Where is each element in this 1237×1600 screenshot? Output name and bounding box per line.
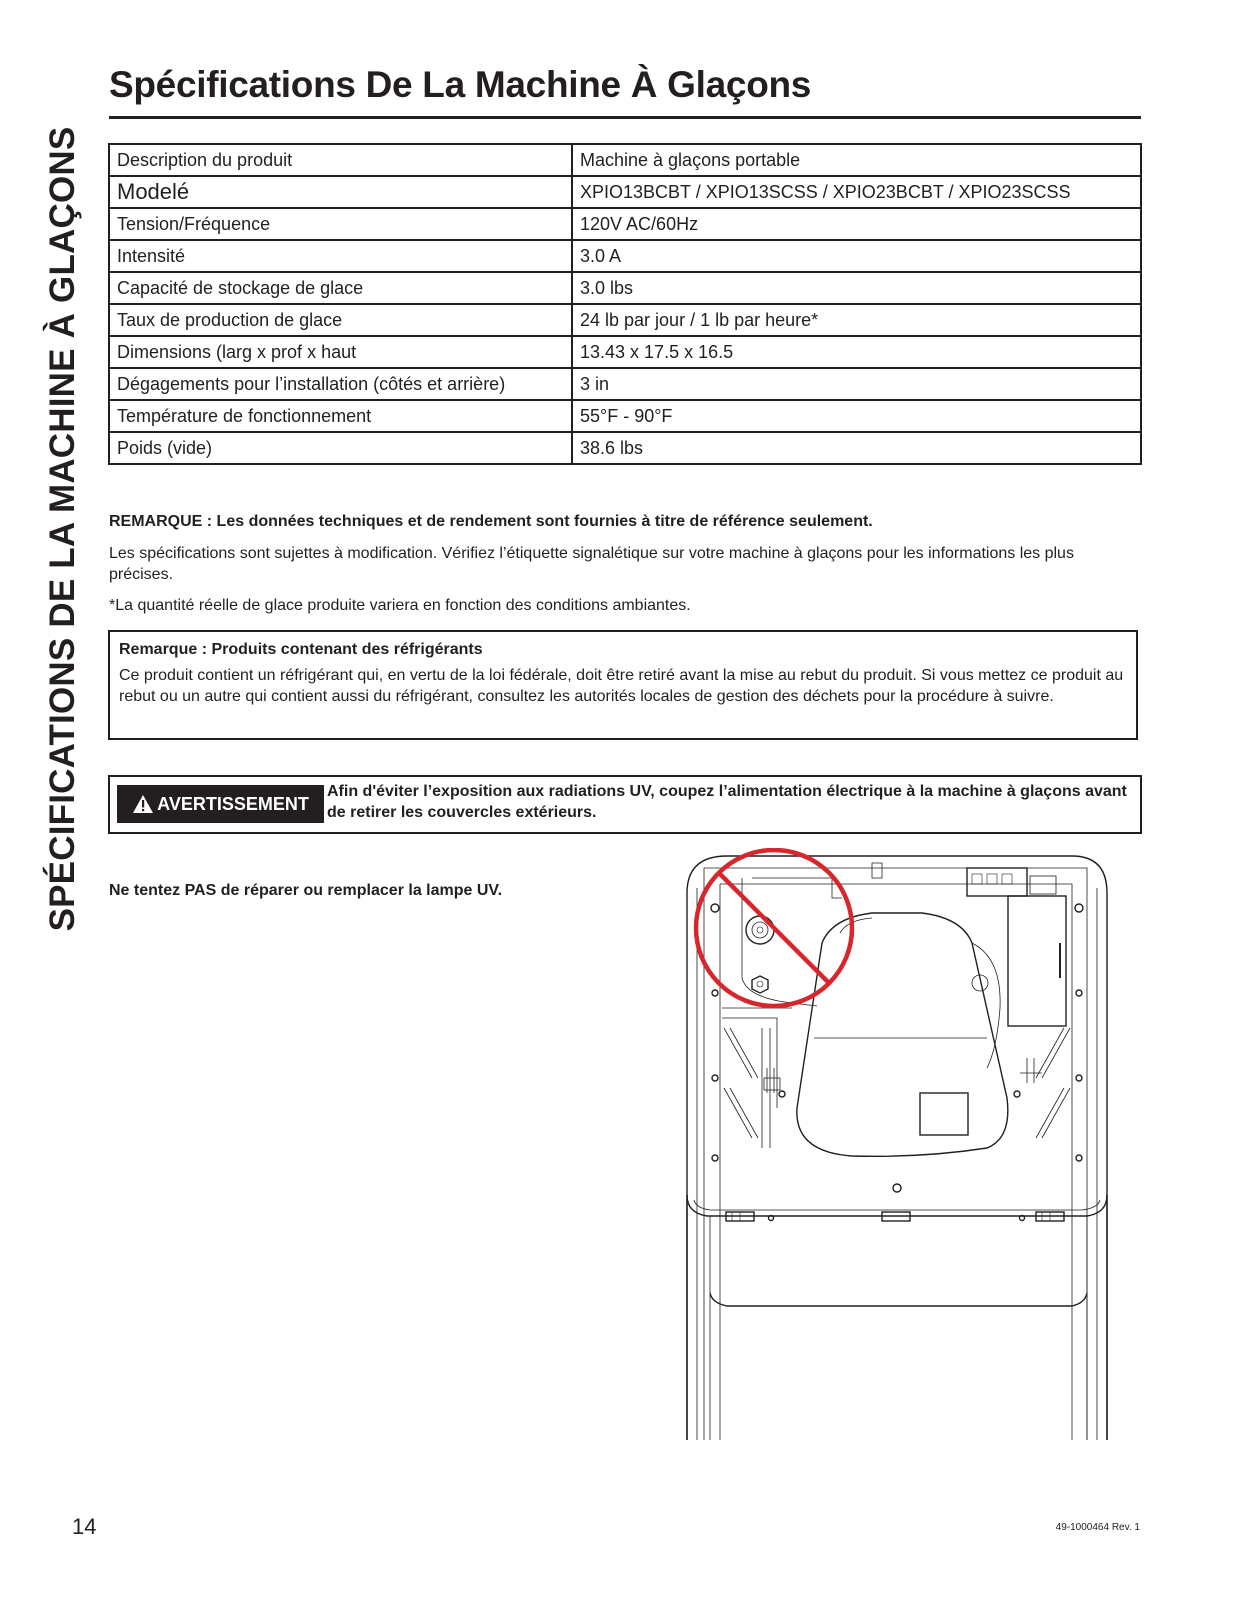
warning-box: [108, 775, 1142, 834]
table-row: [109, 144, 1141, 176]
warning-text: Afin d'éviter l’exposition aux radiations UV, coupez l’alimentation électrique à la machine à glaçons avant de retirer les couvercles extérieurs.: [327, 783, 1127, 821]
spec-value: 3.0 lbs: [572, 272, 1141, 304]
refrigerant-note-text: Ce produit contient un réfrigérant qui, en vertu de la loi fédérale, doit être retiré avant la mise au rebut du produit. Si vous mettez ce produit au rebut ou un autre qui contient aussi du réfrigérant, consultez les autorités locales de gestion des déchets pour la procédure à suivre.: [119, 667, 1124, 705]
warning-label-text: AVERTISSEMENT: [157, 793, 309, 814]
table-row: [109, 432, 1141, 464]
spec-change-note: Les spécifications sont sujettes à modification. Vérifiez l’étiquette signalétique sur votre machine à glaçons pour les informations les plus précises.: [109, 545, 1074, 583]
table-row: [109, 400, 1141, 432]
ice-footnote: *La quantité réelle de glace produite variera en fonction des conditions ambiantes.: [109, 597, 691, 614]
table-row: [109, 368, 1141, 400]
spec-label: Température de fonctionnement: [109, 400, 572, 432]
spec-value: 38.6 lbs: [572, 432, 1141, 464]
spec-label: Capacité de stockage de glace: [109, 272, 572, 304]
spec-value: 55°F - 90°F: [572, 400, 1141, 432]
table-row: [109, 176, 1141, 208]
uv-lamp-note: Ne tentez PAS de réparer ou remplacer la lampe UV.: [109, 882, 503, 899]
spec-table: [108, 143, 1142, 465]
spec-value: 3 in: [572, 368, 1141, 400]
spec-label: Modelé: [109, 176, 572, 208]
spec-label: Poids (vide): [109, 432, 572, 464]
spec-label: Tension/Fréquence: [109, 208, 572, 240]
warning-triangle-icon: [132, 794, 154, 814]
document-code: 49-1000464 Rev. 1: [1055, 1522, 1140, 1533]
spec-label: Description du produit: [109, 144, 572, 176]
spec-value: 120V AC/60Hz: [572, 208, 1141, 240]
table-row: [109, 240, 1141, 272]
table-row: [109, 304, 1141, 336]
spec-label: Dégagements pour l’installation (côtés et arrière): [109, 368, 572, 400]
page-number: 14: [72, 1514, 97, 1539]
spec-value: 24 lb par jour / 1 lb par heure*: [572, 304, 1141, 336]
table-row: [109, 272, 1141, 304]
page-title: Spécifications De La Machine À Glaçons: [109, 64, 812, 105]
side-section-title: SPÉCIFICATIONS DE LA MACHINE À GLAÇONS: [43, 126, 82, 932]
warning-label: [117, 785, 324, 823]
refrigerant-note-box: [108, 630, 1138, 740]
title-rule: [109, 116, 1141, 119]
spec-value: XPIO13BCBT / XPIO13SCSS / XPIO23BCBT / XPIO23SCSS: [572, 176, 1141, 208]
spec-value: Machine à glaçons portable: [572, 144, 1141, 176]
reference-remark: REMARQUE : Les données techniques et de rendement sont fournies à titre de référence seulement.: [109, 513, 873, 530]
spec-value: 3.0 A: [572, 240, 1141, 272]
spec-value: 13.43 x 17.5 x 16.5: [572, 336, 1141, 368]
spec-label: Dimensions (larg x prof x haut: [109, 336, 572, 368]
table-row: [109, 336, 1141, 368]
table-row: [109, 208, 1141, 240]
refrigerant-note-heading: Remarque : Produits contenant des réfrigérants: [119, 641, 483, 658]
ice-machine-top-illustration: [682, 848, 1112, 1440]
spec-label: Taux de production de glace: [109, 304, 572, 336]
spec-label: Intensité: [109, 240, 572, 272]
